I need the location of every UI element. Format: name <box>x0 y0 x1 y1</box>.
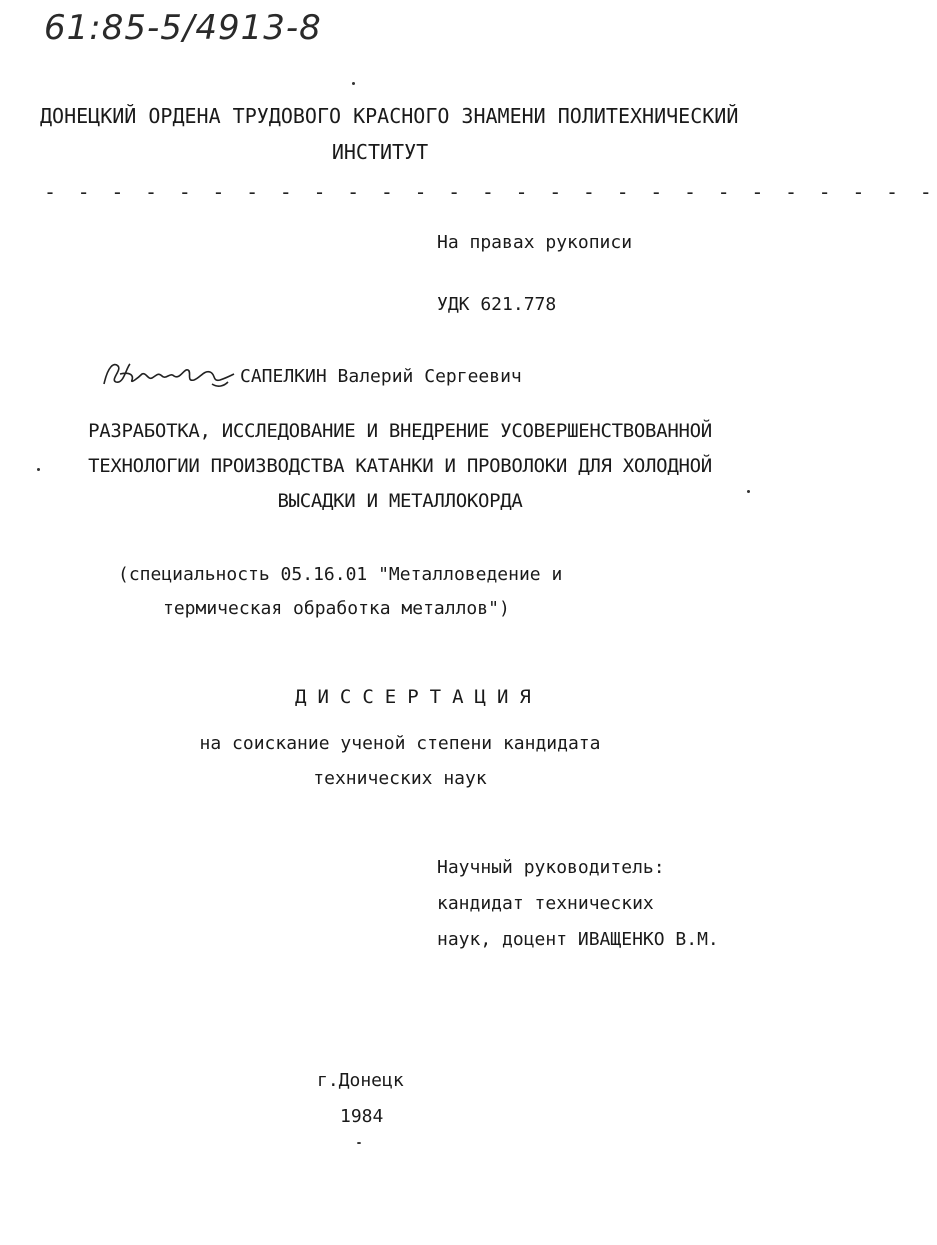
degree-line1: на соискание ученой степени кандидата <box>199 733 601 754</box>
author-name: САПЕЛКИН Валерий Сергеевич <box>240 366 522 387</box>
institute-name-line1: ДОНЕЦКИЙ ОРДЕНА ТРУДОВОГО КРАСНОГО ЗНАМЕНИ ПОЛИТЕХНИЧЕСКИЙ <box>40 104 739 128</box>
author-signature <box>100 354 236 394</box>
udk-code: УДК 621.778 <box>437 294 557 315</box>
separator-line: - - - - - - - - - - - - - - - - - - - - - - - - - - - <box>44 180 937 204</box>
supervisor-name: наук, доцент ИВАЩЕНКО В.М. <box>437 929 719 950</box>
institute-name-line2: ИНСТИТУТ <box>331 140 429 164</box>
speck-mark <box>357 1142 361 1144</box>
archive-code: 61:85-5/4913-8 <box>44 8 322 48</box>
supervisor-label: Научный руководитель: <box>437 857 665 878</box>
speck-mark <box>747 490 750 493</box>
specialty-line1: (специальность 05.16.01 "Металловедение и <box>118 564 563 585</box>
specialty-line2: термическая обработка металлов") <box>163 598 510 619</box>
thesis-title-line3: ВЫСАДКИ И МЕТАЛЛОКОРДА <box>277 490 523 512</box>
thesis-title-line1: РАЗРАБОТКА, ИССЛЕДОВАНИЕ И ВНЕДРЕНИЕ УСОВЕРШЕНСТВОВАННОЙ <box>88 420 712 442</box>
speck-mark <box>352 82 355 85</box>
manuscript-rights: На правах рукописи <box>437 232 633 253</box>
degree-line2: технических наук <box>313 768 487 789</box>
dissertation-heading: ДИССЕРТАЦИЯ <box>295 686 542 708</box>
thesis-title-line2: ТЕХНОЛОГИИ ПРОИЗВОДСТВА КАТАНКИ И ПРОВОЛОКИ ДЛЯ ХОЛОДНОЙ <box>88 455 712 477</box>
supervisor-degree: кандидат технических <box>437 893 654 914</box>
city: г.Донецк <box>317 1070 404 1091</box>
speck-mark <box>37 468 40 471</box>
year: 1984 <box>340 1106 384 1127</box>
